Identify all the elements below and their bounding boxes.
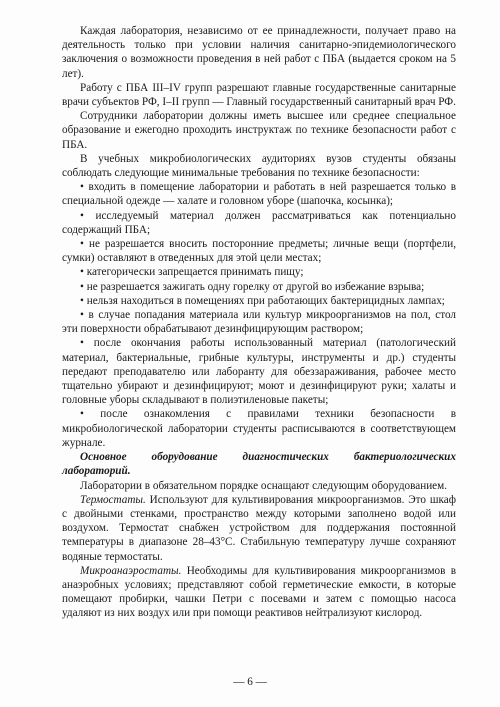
list-item-text: в случае попадания материала или культур микроорганизмов на пол, стол эти поверхности обрабатывают дезинфицирующим раствором; [62, 309, 457, 336]
list-item [62, 407, 456, 450]
list-item-text: после ознакомления с правилами техники безопасности в микробиологической лаборатории студенты расписываются в соответствующем журнале. [62, 408, 456, 449]
list-item [62, 280, 456, 294]
list-item [62, 294, 456, 308]
bullet-icon: • [80, 238, 84, 251]
paragraph-thermostats [62, 493, 456, 564]
list-item [62, 237, 456, 265]
bullet-icon: • [80, 337, 84, 350]
bullet-icon: • [80, 309, 84, 322]
list-item-text: не разрешается зажигать одну горелку от другой во избежание взрыва; [86, 280, 425, 293]
list-item [62, 308, 456, 336]
thermostats-description: Используют для культивирования микроорганизмов. Это шкаф с двойными стенками, пространство между которыми заполнено водой или воздухом. Термостат снабжен устройством для поддержания постоянной температуры в диапазоне 28–43°С. Стабильную температуру лучше сохраняют водяные термостаты. [62, 493, 456, 563]
bullet-icon: • [80, 294, 84, 307]
safety-bullet-list [62, 180, 456, 450]
paragraph-pba-groups: Работу с ПБА III–IV групп разрешают главные государственные санитарные врачи субъектов РФ, I–II групп — Главный государственный санитарный врач РФ. [62, 81, 456, 109]
list-item [62, 336, 456, 407]
paragraph-student-requirements: В учебных микробиологических аудиториях вузов студенты обязаны соблюдать следующие минимальные требования по технике безопасности: [62, 152, 456, 180]
term-microanaerostats: Микроанаэростаты. [80, 564, 182, 577]
list-item-text: после окончания работы использованный материал (патологический материал, бактериальные, грибные культуры, инструменты и др.) студенты передают преподавателю или лаборанту для обеззараживания, рабочее место тщательно убирают и дезинфицируют; моют и дезинфицируют руки; халаты и головные уборы складывают в полиэтиленовые пакеты; [62, 337, 456, 407]
list-item [62, 180, 456, 208]
section-heading: Основное оборудование диагностических бактериологических лабораторий. [62, 451, 456, 478]
paragraph-equipment-intro: Лаборатории в обязательном порядке оснащают следующим оборудованием. [80, 479, 448, 492]
bullet-icon: • [80, 266, 84, 279]
list-item-text: категорически запрещается принимать пищу; [86, 266, 304, 279]
list-item [62, 209, 456, 237]
paragraph-microanaerostats [62, 564, 456, 621]
list-item-text: не разрешается вносить посторонние предметы; личные вещи (портфели, сумки) оставляют в отведенных для этой цели местах; [62, 238, 457, 265]
bullet-icon: • [80, 209, 84, 222]
bullet-icon: • [80, 181, 84, 194]
term-thermostats: Термостаты. [80, 493, 146, 506]
list-item-text: входить в помещение лаборатории и работать в ней разрешается только в специальной одежде — халате и головном уборе (шапочка, косынка); [62, 181, 456, 208]
microanaerostats-description: Необходимы для культивирования микроорганизмов в анаэробных условиях; представляют собой герметические емкости, в которые помещают пробирки, чашки Петри с посевами и затем с помощью насоса удаляют из них воздух или при помощи реактивов нейтрализуют кислород. [62, 564, 456, 620]
paragraph-lab-permission: Каждая лаборатория, независимо от ее принадлежности, получает право на деятельность только при условии наличия санитарно-эпидемиологического заключения о возможности проведения в ней работ с ПБА (выдается сроком на 5 лет). [62, 25, 456, 80]
page-number: — 6 — [233, 676, 267, 688]
list-item-text: исследуемый материал должен рассматриваться как потенциально содержащий ПБА; [62, 209, 457, 236]
list-item-text: нельзя находиться в помещениях при работающих бактерицидных лампах; [86, 294, 445, 307]
bullet-icon: • [80, 408, 84, 421]
bullet-icon: • [80, 280, 84, 293]
paragraph-staff-requirements: Сотрудники лаборатории должны иметь высшее или среднее специальное образование и ежегодно проходить инструктаж по технике безопасности работ с ПБА. [62, 110, 456, 151]
list-item [62, 265, 456, 279]
